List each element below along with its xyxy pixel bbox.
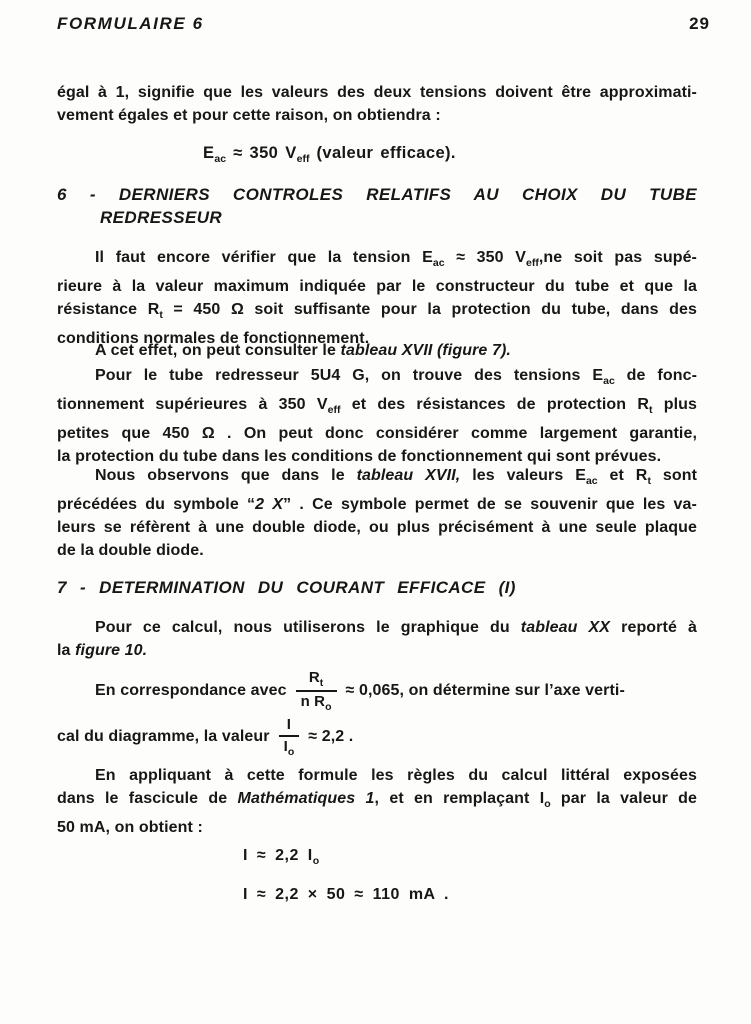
italic-reference: tableau XX	[520, 619, 611, 636]
italic-reference: figure 10.	[75, 642, 148, 659]
text-segment: n R	[300, 693, 326, 710]
text-segment: et R	[597, 467, 648, 484]
text-segment: ≈ 2,2 .	[308, 728, 354, 745]
subscript: t	[159, 309, 163, 321]
subscript: eff	[327, 404, 341, 416]
subscript: t	[319, 676, 324, 689]
subscript: ac	[603, 375, 615, 387]
math-line-correspondance	[57, 665, 697, 717]
paragraph-verification	[57, 246, 697, 350]
page-header	[57, 14, 710, 34]
subscript: ac	[214, 153, 227, 165]
text-segment: Pour ce calcul, nous utiliserons le graphique du	[95, 619, 521, 636]
subscript: o	[544, 798, 551, 810]
text-line	[57, 616, 697, 639]
fraction-rt-nro	[296, 669, 337, 713]
text-line: conditions normales de fonctionnement.	[57, 330, 370, 347]
text-segment: I	[283, 737, 288, 755]
text-segment: A cet effet, on peut consulter le	[95, 342, 341, 359]
text-segment: tionnement supérieures à 350 V	[57, 396, 328, 413]
paragraph-graphique	[57, 616, 697, 662]
text-segment: R	[308, 668, 320, 686]
text-line	[57, 787, 697, 816]
text-line: rieure à la valeur maximum indiquée par le constructeur du tube et que la	[57, 278, 697, 295]
text-line: la protection du tube dans les conditions de fonctionnement qui sont prévues.	[57, 448, 662, 465]
text-segment: cal du diagramme, la valeur	[57, 728, 270, 745]
formula-result	[57, 884, 751, 906]
section-6-heading	[57, 183, 697, 229]
text-line: vement égales et pour cette raison, on obtiendra :	[57, 107, 441, 124]
text-segment: ≈ 350 V	[444, 249, 527, 266]
formula-eac	[57, 142, 751, 170]
fraction-numerator	[304, 669, 328, 690]
text-segment: ,ne soit pas supé-	[538, 249, 697, 266]
text-segment: sont	[650, 467, 698, 484]
text-segment: la	[57, 642, 76, 659]
subscript: t	[647, 475, 651, 487]
text-line	[57, 298, 697, 327]
paragraph-symbole-2x	[57, 464, 697, 562]
text-line: égal à 1, signifie que les valeurs des deux tensions doivent être approximati-	[57, 84, 697, 101]
text-segment: de fonc-	[614, 367, 697, 384]
italic-reference: tableau XVII,	[356, 467, 461, 484]
text-line	[57, 246, 697, 275]
italic-symbol: 2 X	[255, 496, 284, 513]
text-segment: et des résistances de protection R	[340, 396, 649, 413]
text-segment: dans le fascicule de	[57, 790, 238, 807]
paragraph-tableau-ref	[57, 339, 697, 362]
text-line	[57, 364, 697, 393]
formula-i-approx	[57, 845, 751, 872]
text-line: de la double diode.	[57, 542, 204, 559]
formula-text: (valeur efficace).	[309, 144, 456, 162]
text-line: 50 mA, on obtient :	[57, 819, 203, 836]
section-7-heading	[57, 576, 697, 599]
text-segment: par la valeur de	[550, 790, 698, 807]
text-segment: = 450 Ω soit suffisante pour la protection du tube, dans des	[162, 301, 697, 318]
text-line: petites que 450 Ω . On peut donc considérer comme largement garantie,	[57, 425, 697, 442]
running-title: FORMULAIRE 6	[57, 14, 204, 33]
text-line	[57, 493, 697, 516]
text-segment: ” . Ce symbole permet de se souvenir que les va-	[283, 496, 697, 513]
heading-line: REDRESSEUR	[100, 208, 223, 227]
heading-line: 7 - DETERMINATION DU COURANT EFFICACE (I)	[57, 578, 516, 597]
formula-text: ≈ 350 V	[226, 144, 297, 162]
heading-line: 6 - DERNIERS CONTROLES RELATIFS AU CHOIX DU TUBE	[57, 185, 697, 204]
subscript: o	[312, 855, 320, 867]
subscript: eff	[296, 153, 310, 165]
text-segment: Pour le tube redresseur 5U4 G, on trouve des tensions E	[95, 367, 604, 384]
fraction-numerator: I	[286, 716, 292, 734]
text-segment: Nous observons que dans le	[95, 467, 357, 484]
text-line: En appliquant à cette formule les règles du calcul littéral exposées	[95, 767, 697, 784]
paragraph-calcul-litteral	[57, 764, 697, 839]
text-segment: Il faut encore vérifier que la tension E	[95, 249, 433, 266]
fraction-denominator	[296, 690, 337, 713]
text-line: leurs se réfèrent à une double diode, ou plus précisément à une seule plaque	[57, 519, 697, 536]
text-line	[57, 464, 697, 493]
text-segment: , et en remplaçant I	[374, 790, 545, 807]
paragraph-tube-5u4g	[57, 364, 697, 468]
formula-text: I ≈ 2,2 × 50 ≈ 110 mA .	[243, 886, 449, 903]
subscript: o	[325, 701, 332, 713]
subscript: o	[287, 745, 295, 758]
text-line	[57, 393, 697, 422]
page-number: 29	[689, 14, 710, 33]
fraction-denominator	[279, 735, 300, 758]
text-segment: ≈ 0,065, on détermine sur l’axe verti-	[345, 682, 625, 699]
text-line	[57, 639, 697, 662]
paragraph-intro	[57, 81, 697, 127]
text-segment: plus	[652, 396, 697, 413]
text-segment: les valeurs E	[460, 467, 586, 484]
subscript: ac	[585, 475, 598, 487]
text-segment: En correspondance avec	[95, 682, 287, 699]
subscript: t	[648, 404, 653, 416]
fraction-i-io	[279, 716, 300, 757]
text-segment: résistance R	[57, 301, 160, 318]
subscript: eff	[526, 257, 539, 269]
italic-reference: tableau XVII (figure 7).	[340, 342, 511, 359]
math-line-diagramme	[57, 714, 697, 760]
italic-reference: Mathématiques 1	[237, 790, 375, 807]
formula-text: I ≈ 2,2 I	[243, 847, 313, 864]
text-segment: reporté à	[610, 619, 697, 636]
text-line	[57, 339, 697, 362]
formula-text: E	[203, 144, 215, 162]
subscript: ac	[432, 257, 445, 269]
text-segment: précédées du symbole “	[57, 496, 256, 513]
